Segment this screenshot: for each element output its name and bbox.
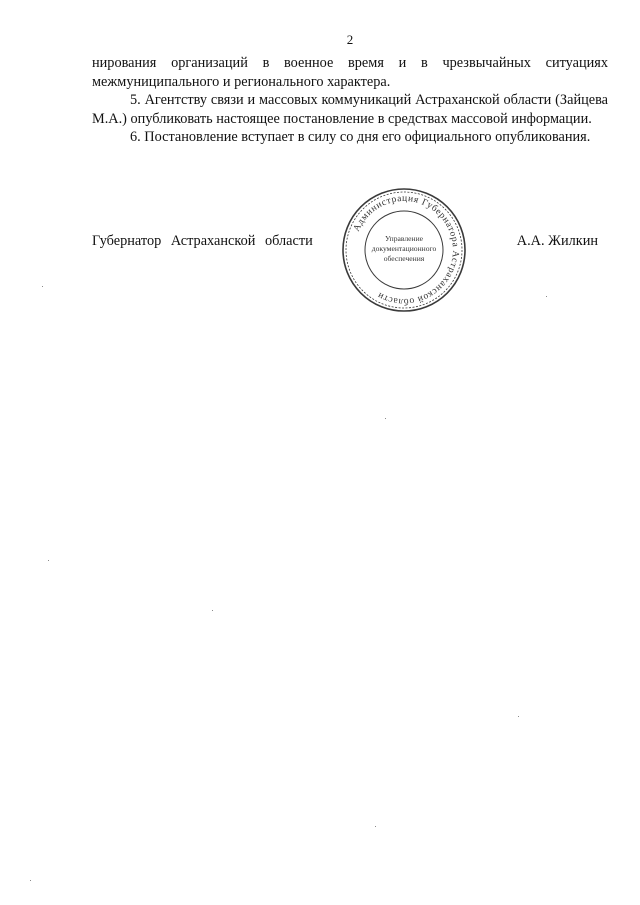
signatory-title: Губернатор Астраханской области: [92, 233, 313, 249]
signatory-name: А.А. Жилкин: [516, 233, 598, 249]
scan-speck: [42, 286, 43, 287]
svg-text:Администрация Губернатора Астр: Администрация Губернатора Астраханской области: [351, 193, 461, 307]
seal-graphic: [340, 186, 468, 314]
official-seal-stamp: [340, 186, 468, 314]
svg-text:документационного: документационного: [371, 244, 437, 253]
paragraph-continued: нирования организаций в военное время и в чрезвычайных ситуациях межмуниципального и регионального характера.: [92, 55, 608, 90]
scan-speck: [30, 880, 31, 881]
page-number: 2: [346, 32, 354, 47]
document-body: [92, 54, 608, 147]
scan-speck: [546, 296, 547, 297]
scan-speck: [518, 716, 519, 717]
paragraph-item-5: 5. Агентству связи и массовых коммуникаций Астраханской области (Зайцева М.А.) опубликовать настоящее постановление в средствах массовой информации.: [92, 92, 608, 127]
paragraph-item-6: 6. Постановление вступает в силу со дня его официального опубликования.: [130, 129, 591, 145]
svg-text:Управление: Управление: [384, 234, 424, 243]
svg-text:обеспечения: обеспечения: [383, 254, 425, 263]
scan-speck: [48, 560, 49, 561]
scan-speck: [385, 418, 386, 419]
scan-speck: [212, 610, 213, 611]
scan-speck: [375, 826, 376, 827]
